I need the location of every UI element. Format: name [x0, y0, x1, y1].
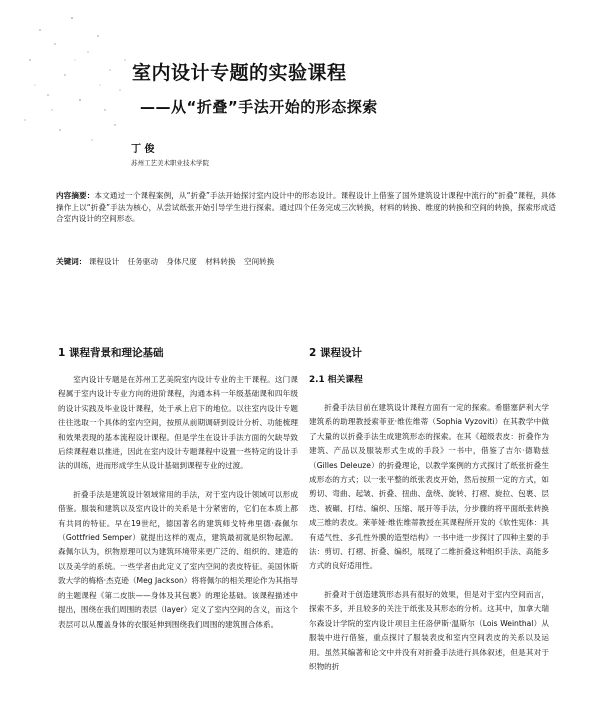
section-heading: 1 课程背景和理论基础	[58, 347, 164, 359]
subsection-heading: 2.1 相关课程	[309, 375, 363, 385]
abstract-label: 内容摘要：	[56, 191, 95, 200]
body-paragraph: 室内设计专题是在苏州工艺美院室内设计专业的主干课程。这门课程属于室内设计专业方向的进阶课程，沟通本科一年级基础课和四年级的设计实践及毕业设计课程，处于承上启下的地位。以往室内设计专题往往选取一个具体的室内空间，按照从前期调研到设计分析、功能梳理和效果表现的基本流程设计课程。但是学生在设计手法方面的欠缺导致后续课程难以推进，因此在室内设计专题课程中设置一些特定的设计手法的训练，进而形成学生从设计基础到课程专业的过渡。	[58, 375, 298, 471]
keyword-item: 身体尺度	[166, 257, 197, 266]
body-paragraph: 折叠对于创造建筑形态具有很好的效果，但是对于室内空间而言，探索不多，并且较多的关注于纸张及其形态的分析。这其中，加拿大瑞尔森设计学院的室内设计项目主任洛伊斯·温斯尔（Lois Weinthal）从服装中进行借鉴，重点探讨了服装表皮和室内空间表皮的关系以及运用。虽然其编著和论文中并没有对折叠手法进行具体叙述，但是其对于织物的折	[309, 589, 549, 671]
author-affiliation: 苏州工艺美术职业技术学院	[131, 159, 209, 167]
body-paragraph: 折叠手法目前在建筑设计课程方面有一定的探索。希腊塞萨利大学建筑系的助理教授索菲亚·维佐维蒂（Sophia Vyzoviti）在其教学中做了大量的以折叠手法生成建筑形态的探索。在其《超级表皮：折叠作为建筑、产品以及服装形式生成的手段》一书中，借鉴了吉尔·德勒兹（Gilles Deleuze）的折叠理论，以教学案例的方式探讨了纸张折叠生成形态的方式；以一张平整的纸张表皮开始，然后按照一定的方式，如剪切、弯曲、起皱、折叠、扭曲、盘绕、旋转、打褶、旋拉、包裹、层迭、被碾、打结、编织、压缩、展开等手法，分步骤的将平面纸张转换成三维的表皮。莱菲娅·维佐维蒂教授在其课程所开发的《软性宪体：具有适气性、多孔性外膜的造型结构》一书中进一步探讨了四种主要的手法：剪切、打褶、折叠、编织，展现了二维折叠这种组织手法、高能多方式的良好适用性。	[309, 403, 549, 571]
keyword-item: 任务驱动	[127, 257, 158, 266]
author-name: 丁 俊	[131, 144, 155, 155]
scan-noise-corner	[0, 0, 140, 160]
right-column	[309, 346, 549, 688]
left-column	[58, 346, 298, 646]
keywords	[56, 256, 556, 267]
paper-subtitle: ——从“折叠”手法开始的形态探索	[140, 98, 378, 116]
section-heading: 2 课程设计	[309, 347, 362, 359]
keyword-item: 空间转换	[243, 257, 275, 266]
body-paragraph: 折叠手法是建筑设计领域常用的手法，对于室内设计领域可以形成借鉴。服装和建筑以及室内设计的关系是十分紧密的，它们在本质上都有共同的特征。早在19世纪，德国著名的建筑师戈特弗里德·森佩尔（Gottfried Semper）就提出这样的观点，建筑最初就是织物起源。森佩尔认为，织物原理可以为建筑环境带来更广泛的、组织的、建造的以及美学的系统。一些学者由此定义了室内空间的表皮特征。美国休斯敦大学的梅格·杰克逊（Meg Jackson）将将佩尔的相关理论作为其指导的主题课程《第二皮肤——身体及其包裹》的理论基础。该课程描述中提出，围绕在我们周围的表层（layer）定义了室内空间的含义，而这个表层可以从覆盖身体的衣服延伸到围绕我们周围的建筑围合体系。	[58, 489, 298, 629]
keyword-item: 材料转换	[205, 257, 236, 266]
abstract-text: 本文通过一个课程案例，从“折叠”手法开始探讨室内设计中的形态设计。课程设计上借鉴了国外建筑设计课程中流行的“折叠”课程，具体操作上以“折叠”手法为核心，从尝试纸张开始引导学生进行探索。通过四个任务完成三次转换，材料的转换、维度的转换和空间的转换，探索形成适合室内设计的空间形态。	[56, 191, 557, 224]
keyword-item: 课程设计	[88, 257, 120, 266]
abstract	[56, 190, 556, 225]
keywords-label: 关键词：	[56, 257, 87, 266]
paper-title: 室内设计专题的实验课程	[132, 62, 347, 84]
